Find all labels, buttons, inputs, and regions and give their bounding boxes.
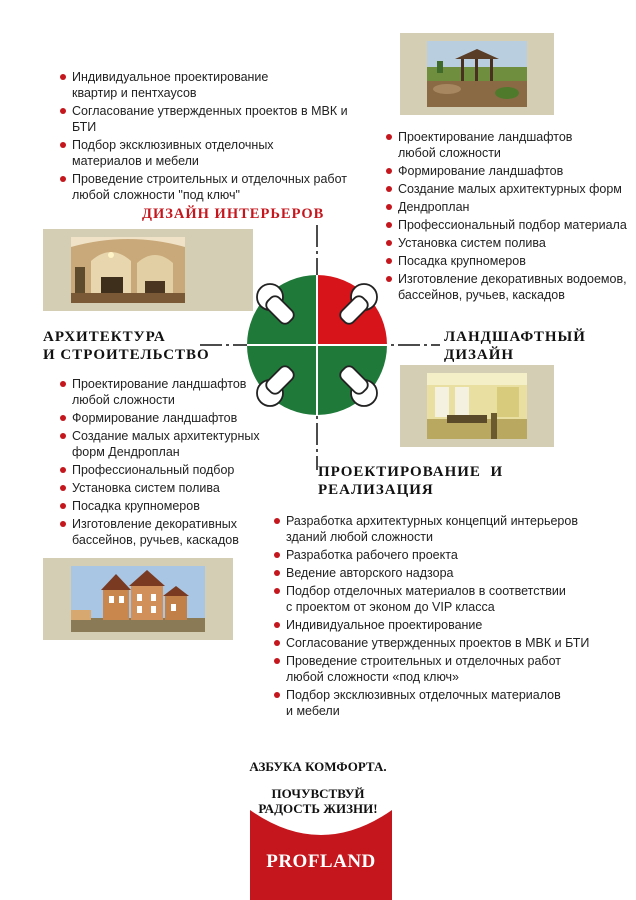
architecture-list: [58, 376, 278, 550]
list-item: Изготовление декоративных бассейнов, ручьев, каскадов: [58, 516, 278, 548]
list-item: Подбор эксклюзивных отделочных материалов и мебели: [58, 137, 358, 169]
landscape-photo-frame: [400, 33, 554, 115]
interior-photo: [71, 237, 185, 303]
list-item: Изготовление декоративных водоемов, бассейнов, ручьев, каскадов: [384, 271, 636, 303]
landscape-design-heading: [444, 328, 586, 364]
design-realization-heading: [318, 463, 503, 499]
list-item: Формирование ландшафтов: [384, 163, 636, 179]
list-item: Проведение строительных и отделочных работ любой сложности «под ключ»: [272, 653, 622, 685]
list-item: Создание малых архитектурных форм: [384, 181, 636, 197]
list-item: Индивидуальное проектирование квартир и пентхаусов: [58, 69, 358, 101]
list-item: Проектирование ландшафтов любой сложности: [58, 376, 278, 408]
list-item: Профессиональный подбор: [58, 462, 278, 478]
slogan-comfort: АЗБУКА КОМФОРТА.: [249, 759, 387, 774]
office-photo-frame: [400, 365, 554, 447]
list-item: Дендроплан: [384, 199, 636, 215]
architecture-heading-line2: И СТРОИТЕЛЬСТВО: [43, 347, 210, 363]
design-realization-heading-line2: РЕАЛИЗАЦИЯ: [318, 482, 434, 498]
landscape-heading-line1: ЛАНДШАФТНЫЙ: [444, 329, 586, 345]
gazebo-photo: [427, 41, 527, 107]
interior-design-heading: ДИЗАЙН ИНТЕРЬЕРОВ: [142, 206, 325, 222]
list-item: Согласование утвержденных проектов в МВК и БТИ: [58, 103, 358, 135]
architecture-heading: [43, 328, 210, 364]
slogan-line1: ПОЧУВСТВУЙ: [271, 786, 365, 801]
house-photo: [71, 566, 205, 632]
design-realization-list: [272, 513, 622, 721]
slogan-line2: РАДОСТЬ ЖИЗНИ!: [258, 801, 378, 816]
list-item: Проектирование ландшафтов любой сложности: [384, 129, 636, 161]
design-realization-heading-line1: ПРОЕКТИРОВАНИЕ И: [318, 464, 504, 480]
architecture-heading-line1: АРХИТЕКТУРА: [43, 329, 166, 345]
list-item: Разработка рабочего проекта: [272, 547, 622, 563]
list-item: Создание малых архитектурных форм Дендроплан: [58, 428, 278, 460]
list-item: Согласование утвержденных проектов в МВК и БТИ: [272, 635, 622, 651]
list-item: Посадка крупномеров: [384, 253, 636, 269]
landscape-heading-line2: ДИЗАЙН: [444, 347, 515, 363]
list-item: Формирование ландшафтов: [58, 410, 278, 426]
list-item: Установка систем полива: [384, 235, 636, 251]
list-item: Установка систем полива: [58, 480, 278, 496]
brand-logo-text: PROFLAND: [266, 851, 376, 872]
list-item: Профессиональный подбор материала: [384, 217, 636, 233]
list-item: Индивидуальное проектирование: [272, 617, 622, 633]
house-photo-frame: [43, 558, 233, 640]
list-item: Разработка архитектурных концепций интерьеров зданий любой сложности: [272, 513, 622, 545]
list-item: Ведение авторского надзора: [272, 565, 622, 581]
list-item: Посадка крупномеров: [58, 498, 278, 514]
interior-design-list: [58, 69, 358, 205]
list-item: Проведение строительных и отделочных работ любой сложности "под ключ": [58, 171, 358, 203]
list-item: Подбор отделочных материалов в соответствии с проектом от эконом до VIP класса: [272, 583, 622, 615]
office-photo: [427, 373, 527, 439]
list-item: Подбор эксклюзивных отделочных материалов и мебели: [272, 687, 622, 719]
